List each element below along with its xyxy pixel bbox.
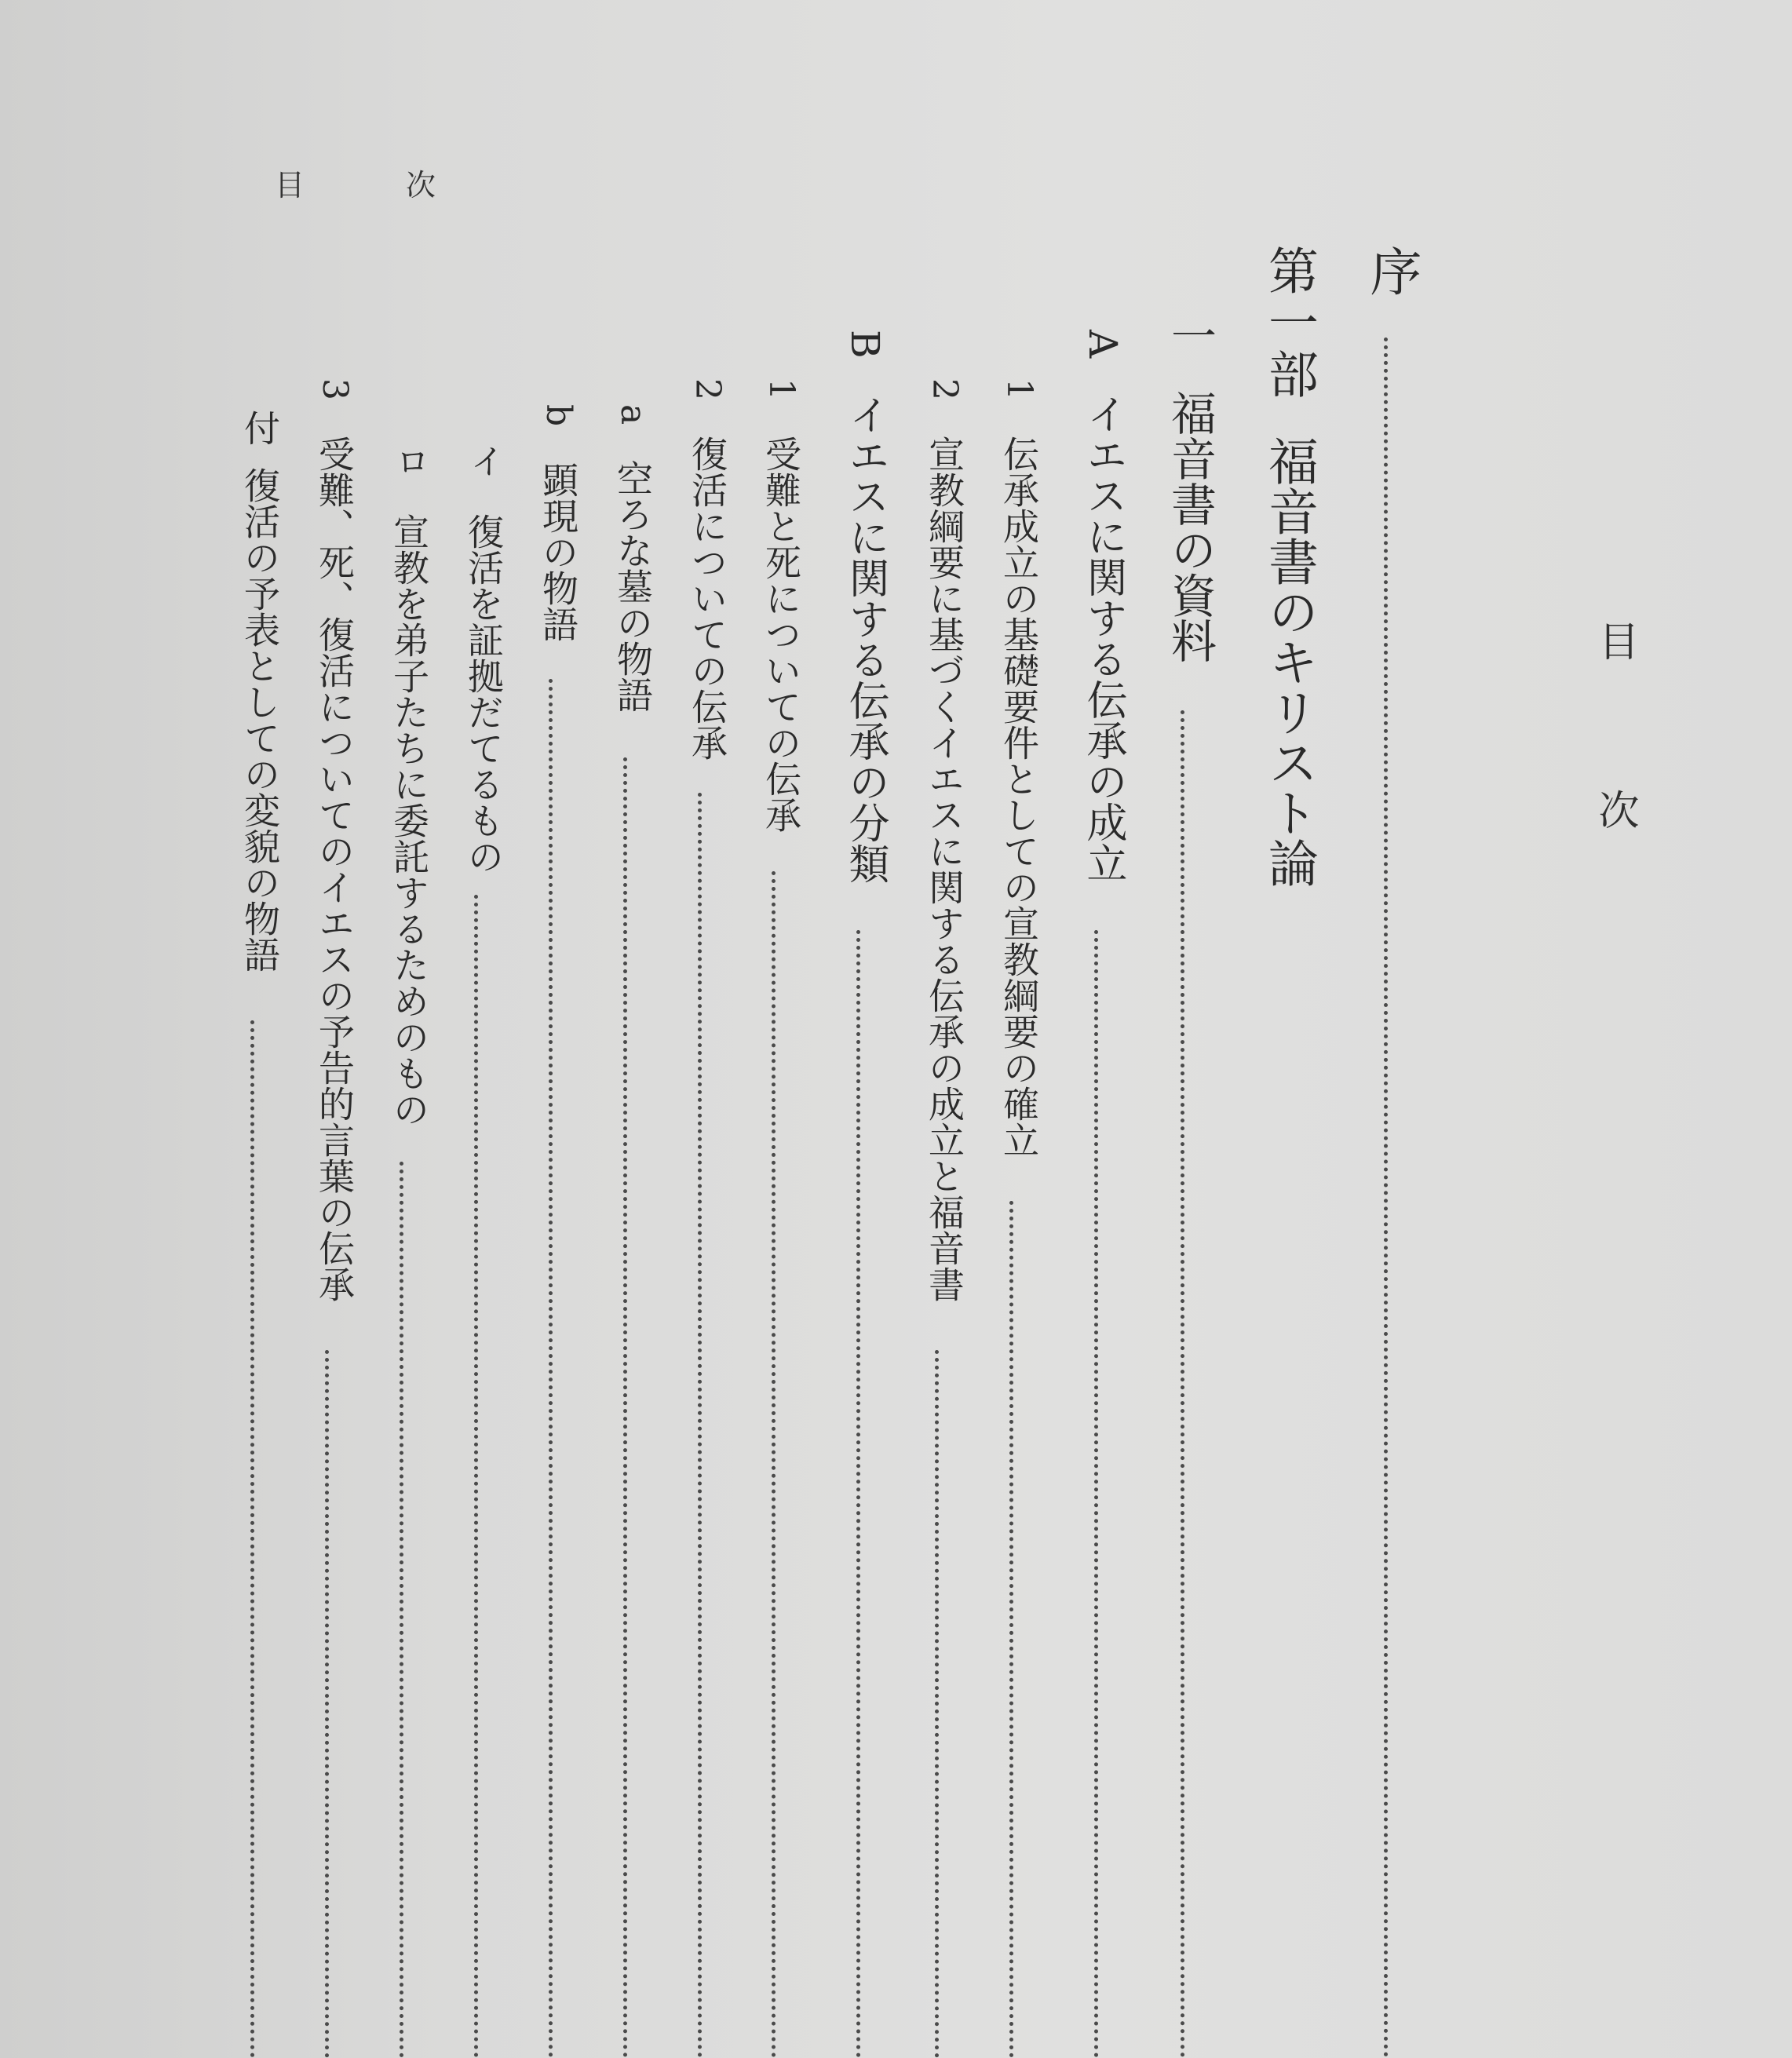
toc-entry-label: 受難、死、復活についてのイエスの予告的言葉の伝承: [313, 436, 356, 1303]
toc-entry-label: 福音書の資料: [1163, 390, 1217, 664]
toc-entry-number: 3: [315, 378, 355, 400]
leader-dots: [1009, 1201, 1013, 2058]
toc-entry-label: 伝承成立の基礎要件としての宣教綱要の確立: [998, 436, 1040, 1159]
toc-entry-b-2-b[interactable]: [532, 404, 584, 2053]
toc-entry-label: 宣教を弟子たちに委託するためのもの: [388, 513, 430, 1128]
toc-entry-number: B: [842, 330, 888, 359]
leader-dots: [623, 757, 627, 2058]
toc-entry-number: 一: [1163, 312, 1217, 358]
leader-dots: [1181, 710, 1184, 2058]
leader-dots: [474, 895, 478, 2058]
toc-entry-label: 復活を証拠だてるもの: [462, 513, 505, 875]
toc-entry-label: イエスに関する伝承の分類: [841, 393, 889, 884]
toc-entry-a-1[interactable]: [993, 378, 1045, 2027]
toc-entry-b-2-a[interactable]: [607, 404, 659, 2053]
toc-entry-number: 第一部: [1260, 245, 1318, 400]
leader-dots: [250, 1020, 254, 2058]
toc-entry-number: 1: [761, 378, 801, 400]
toc-entry-label: 宣教綱要に基づくイエスに関する伝承の成立と福音書: [923, 436, 965, 1303]
leader-dots: [549, 679, 553, 2058]
toc-entry-b-2[interactable]: [681, 378, 733, 2027]
toc-entry-section-a[interactable]: [1074, 330, 1133, 2056]
leader-dots: [325, 1350, 329, 2058]
toc-entry-b-1[interactable]: [755, 378, 807, 2027]
toc-entry-number: a: [613, 404, 653, 425]
toc-entry-number: 付: [239, 410, 281, 446]
leader-dots: [935, 1350, 939, 2058]
toc-entry-number: イ: [464, 443, 504, 478]
toc-entry-preface[interactable]: [1354, 245, 1429, 2050]
leader-dots: [1094, 930, 1098, 2058]
toc-entry-label: 復活の予表としての変貌の物語: [239, 467, 281, 973]
toc-entry-section-b[interactable]: [836, 330, 895, 2056]
toc-entry-label: 顕現の物語: [537, 462, 579, 643]
toc-entry-b-3[interactable]: [308, 378, 360, 2027]
running-header-right: 次: [406, 168, 436, 203]
toc-entry-label: 受難と死についての伝承: [760, 436, 802, 834]
toc-entry-b-2-b-ro[interactable]: [383, 443, 435, 2058]
toc-entry-label: イエスに関する伝承の成立: [1079, 393, 1126, 884]
leader-dots: [400, 1162, 403, 2058]
toc-entry-number: 2: [688, 378, 728, 400]
toc-entry-label: 序: [1361, 245, 1422, 297]
toc-entry-a-2[interactable]: [918, 378, 970, 2027]
leader-dots: [772, 871, 776, 2058]
toc-entry-number: 1: [999, 378, 1039, 400]
leader-dots: [856, 930, 860, 2058]
toc-entry-number: A: [1080, 330, 1126, 359]
toc-entry-label: 福音書のキリスト論: [1260, 436, 1318, 889]
toc-entry-number: 2: [925, 378, 965, 400]
toc-entry-b-2-b-i[interactable]: [458, 443, 509, 2058]
running-header-left: 目: [275, 168, 305, 203]
leader-dots: [1384, 338, 1388, 2058]
leader-dots: [698, 793, 702, 2058]
toc-entry-chapter-1[interactable]: [1157, 312, 1223, 2039]
toc-entry-appendix[interactable]: [234, 410, 286, 2058]
toc-entry-label: 空ろな墓の物語: [611, 460, 654, 713]
toc-entry-number: ロ: [389, 443, 429, 478]
toc-entry-part-1[interactable]: [1253, 245, 1325, 2050]
page-title-char-2: 次: [1591, 789, 1638, 830]
page-title-char-1: 目: [1591, 620, 1638, 661]
toc-entry-number: b: [538, 404, 578, 427]
toc-entry-label: 復活についての伝承: [686, 436, 728, 761]
